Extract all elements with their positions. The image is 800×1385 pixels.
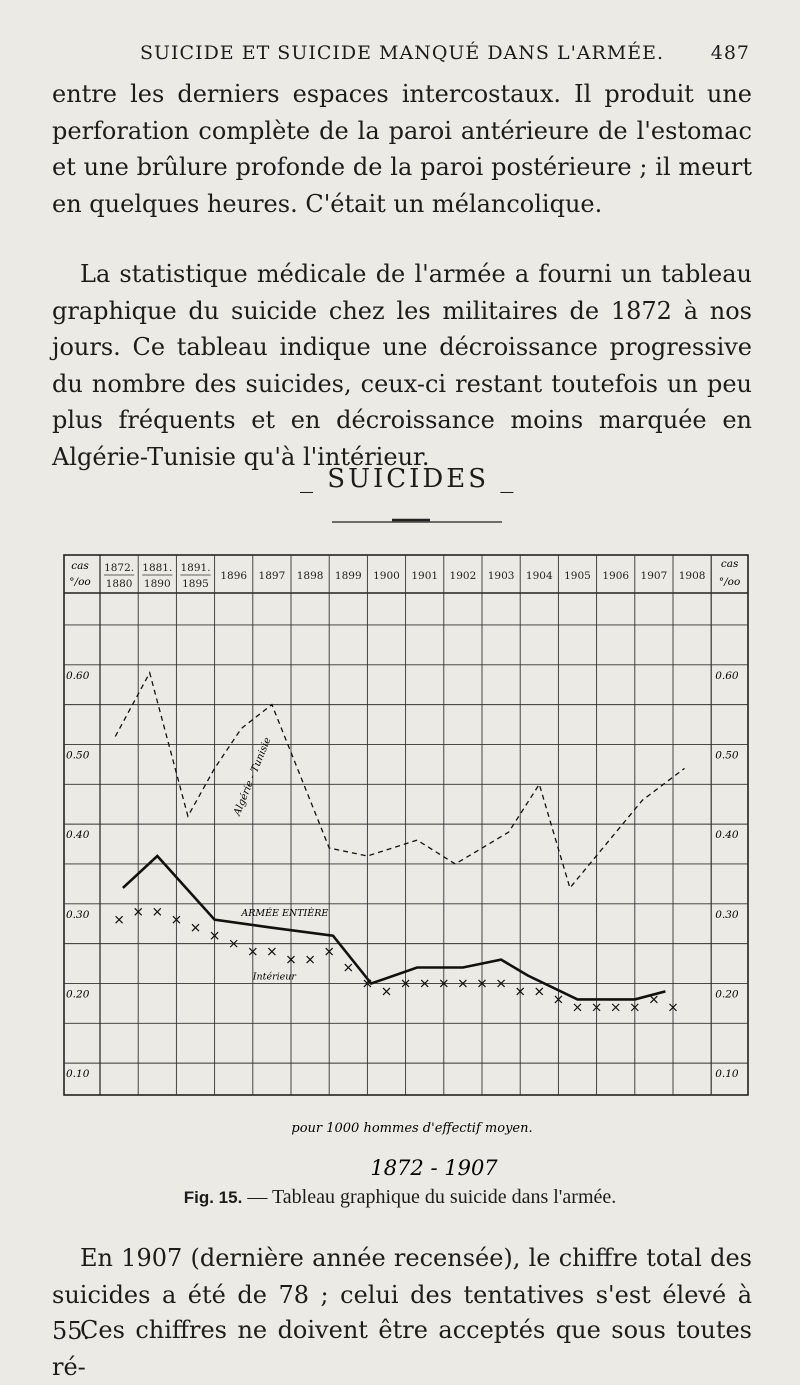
algerie-tunisie-label: Algérie - Tunisie <box>232 735 274 818</box>
y-tick-label-left: 0.60 <box>66 669 90 682</box>
armee-entiere-label: ARMÉE ENTIÈRE <box>241 907 329 919</box>
y-tick-label-right: 0.10 <box>715 1068 739 1081</box>
column-header: 1895 <box>182 578 209 590</box>
interieur-point <box>154 908 161 915</box>
column-header: 1905 <box>564 570 591 582</box>
y-tick-label-left: 0.10 <box>66 1068 90 1081</box>
y-axis-unit-left: °/oo <box>69 576 91 588</box>
interieur-point <box>536 988 543 995</box>
column-header: 1908 <box>678 570 706 582</box>
y-tick-label-left: 0.20 <box>66 988 90 1001</box>
column-header: 1904 <box>525 570 553 582</box>
chart-note: pour 1000 hommes d'effectif moyen. <box>291 1121 533 1136</box>
column-header: 1890 <box>143 578 171 590</box>
y-tick-label-left: 0.40 <box>66 829 90 842</box>
chart-svg <box>62 505 762 1185</box>
interieur-point <box>268 948 275 955</box>
y-tick-label-left: 0.50 <box>66 749 90 762</box>
y-axis-unit-right: °/oo <box>718 576 741 588</box>
y-tick-label-right: 0.20 <box>715 988 739 1001</box>
paragraph-3: En 1907 (dernière année recensée), le chiffre total des suicides a été de 78 ; celui des tentatives s'est élevé à 55. <box>52 1244 752 1345</box>
column-header: 1896 <box>220 570 248 582</box>
interieur-point <box>574 1004 581 1011</box>
armee-entiere-line <box>123 856 666 999</box>
running-head-title: SUICIDE ET SUICIDE MANQUÉ DANS L'ARMÉE. <box>140 42 665 64</box>
column-header: 1897 <box>258 570 286 582</box>
column-header: 1902 <box>449 570 477 582</box>
y-axis-unit-right: cas <box>720 558 739 570</box>
column-header: 1907 <box>640 570 668 582</box>
column-header: 1906 <box>602 570 630 582</box>
chart-heading: _ SUICIDES _ <box>300 464 517 494</box>
y-tick-label-right: 0.40 <box>715 829 739 842</box>
column-header: 1881. <box>142 562 173 574</box>
column-header: 1872. <box>104 562 135 574</box>
paragraph-1: entre les derniers espaces intercostaux. Il produit une perforation complète de la paroi antérieure de l'estomac et une brûlure profonde de la paroi postérieure ; il meurt en quelques heures. C'était un mélancolique. <box>52 80 752 218</box>
chart-years: 1872 - 1907 <box>370 1156 498 1180</box>
y-tick-label-left: 0.30 <box>66 908 90 921</box>
column-header: 1901 <box>411 570 439 582</box>
y-tick-label-right: 0.60 <box>715 669 739 682</box>
column-header: 1903 <box>487 570 515 582</box>
paragraph-4: Ces chiffres ne doivent être acceptés que sous toutes ré- <box>52 1316 752 1381</box>
column-header: 1880 <box>105 578 133 590</box>
interieur-point <box>650 996 657 1003</box>
interieur-point <box>612 1004 619 1011</box>
column-header: 1899 <box>334 570 362 582</box>
caption-label: Fig. 15. <box>183 1188 243 1207</box>
column-header: 1900 <box>373 570 400 582</box>
interieur-point <box>116 916 123 923</box>
page-number: 487 <box>710 42 750 64</box>
interieur-point <box>345 964 352 971</box>
paragraph-2: La statistique médicale de l'armée a fourni un tableau graphique du suicide chez les militaires de 1872 à nos jours. Ce tableau indique une décroissance progressive du nombre des suicides, ceux-ci restant toutefois un peu plus fréquents et en décroissance moins marquée en Algérie-Tunisie qu'à l'intérieur. <box>52 260 752 471</box>
column-header: 1891. <box>180 562 211 574</box>
interieur-point <box>192 924 199 931</box>
interieur-label: Intérieur <box>252 971 296 983</box>
y-tick-label-right: 0.50 <box>715 749 739 762</box>
suicide-chart <box>62 505 762 1235</box>
caption-text: — Tableau graphique du suicide dans l'armée. <box>247 1186 617 1208</box>
column-header: 1898 <box>296 570 324 582</box>
y-tick-label-right: 0.30 <box>715 908 739 921</box>
interieur-point <box>307 956 314 963</box>
y-axis-unit-left: cas <box>71 560 89 572</box>
interieur-point <box>383 988 390 995</box>
figure-caption <box>0 1186 800 1209</box>
